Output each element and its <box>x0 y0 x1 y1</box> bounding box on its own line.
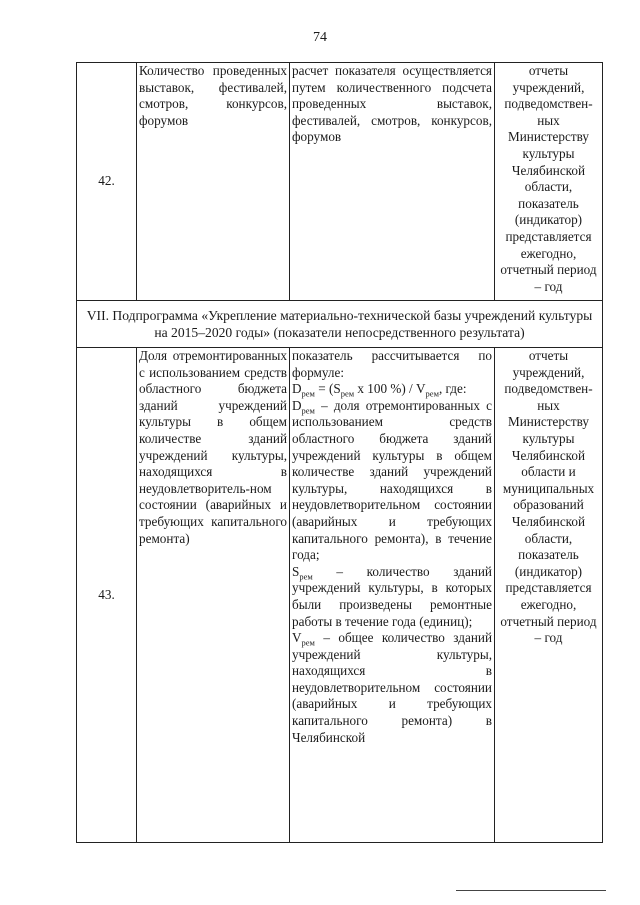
formula-subscript: рем <box>299 571 313 582</box>
page-number: 74 <box>313 30 327 45</box>
symbol-d: D <box>292 397 302 413</box>
table-row-42 <box>77 63 603 301</box>
symbol-v: V <box>292 630 302 646</box>
section-title: VII. Подпрограмма «Укрепление материально-технической базы учреждений культуры на 2015–2020 годы» (показатели непосредственного результата) <box>77 301 603 348</box>
definition-d <box>292 398 492 564</box>
definition-text: – общее количество зданий учреждений культуры, находящихся в неудовлетворительном состоянии (аварийных и требующих капитального ремонта) в Челябинской <box>292 630 492 745</box>
method-intro: показатель рассчитывается по формуле: <box>292 348 492 380</box>
formula-subscript: рем <box>301 637 315 648</box>
indicator-name: Доля отремонтированных с использованием средств областного бюджета зданий учреждений культуры в общем количестве зданий учреждений культуры, находящихся в неудовлетворитель-ном состоянии (аварийных и требующих капитального ремонта) <box>137 348 290 843</box>
data-source: отчеты учреждений, подведомствен-ных Министерству культуры Челябинской области, показатель (индикатор) представляется ежегодно, отчетный период – год <box>495 63 603 301</box>
definition-s <box>292 564 492 630</box>
row-number: 43. <box>77 348 137 843</box>
formula-symbol-d: D <box>292 381 302 397</box>
symbol-s: S <box>292 563 300 579</box>
formula-subscript: рем <box>301 405 315 416</box>
calculation-method: расчет показателя осуществляется путем количественного подсчета проведенных выставок, фестивалей, смотров, конкурсов, форумов <box>290 63 495 301</box>
formula-subscript: рем <box>425 388 439 399</box>
formula-part: = (S <box>314 381 341 397</box>
row-number: 42. <box>77 63 137 301</box>
formula-where: где: <box>445 381 467 397</box>
table-row-43 <box>77 348 603 843</box>
section-header-row <box>77 301 603 348</box>
formula-part: , <box>438 381 443 397</box>
definition-text: – количество зданий учреждений культуры, в которых были произведены ремонтные работы в течение года (единиц); <box>292 563 492 629</box>
definition-text: – доля отремонтированных с использованием средств областного бюджета зданий учреждений культуры в общем количестве зданий учреждений культуры, находящихся в неудовлетворительном состоянии (аварийных и требующих капитального ремонта), в течение года; <box>292 397 492 563</box>
formula-subscript: рем <box>301 388 315 399</box>
calculation-method <box>290 348 495 843</box>
data-source: отчеты учреждений, подведомствен-ных Министерству культуры Челябинской области и муниципальных образований Челябинской области, показатель (индикатор) представляется ежегодно, отчетный период – год <box>495 348 603 843</box>
indicators-table <box>76 62 603 843</box>
indicator-name: Количество проведенных выставок, фестивалей, смотров, конкурсов, форумов <box>137 63 290 301</box>
footer-rule <box>456 890 606 891</box>
definition-v <box>292 630 492 746</box>
formula <box>292 381 492 398</box>
formula-subscript: рем <box>340 388 355 399</box>
formula-part: x 100 %) / V <box>354 381 426 397</box>
